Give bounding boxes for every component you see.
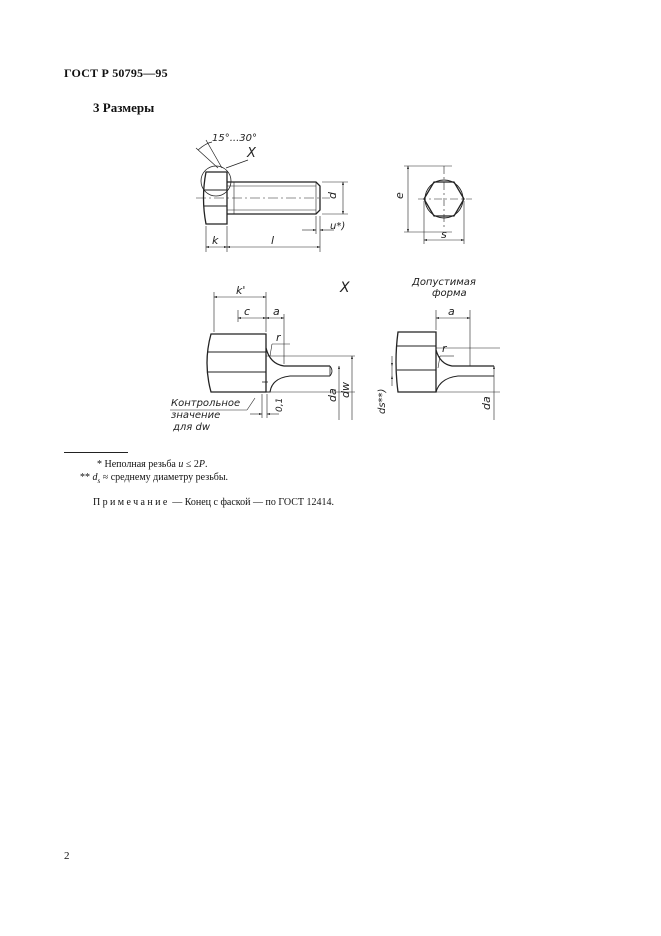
footnote-1-var2: P bbox=[198, 459, 205, 470]
section-title: 3 Размеры bbox=[93, 100, 155, 115]
control-label-line2: значение bbox=[171, 410, 221, 421]
footnote-1-var: u bbox=[178, 459, 184, 470]
dim-a-alt: a bbox=[448, 305, 455, 318]
dim-k-prime: k' bbox=[236, 284, 246, 297]
footnote-2-mark: ** bbox=[80, 472, 90, 483]
control-label-line3: для dw bbox=[173, 422, 211, 433]
footnote-2 bbox=[80, 472, 228, 485]
dim-l: l bbox=[271, 234, 275, 247]
footnote-2-sub: s bbox=[97, 477, 101, 485]
alt-form-line1: Допустимая bbox=[412, 277, 476, 288]
footnote-1-end: . bbox=[204, 459, 208, 470]
dim-tol: 0,1 bbox=[275, 397, 285, 412]
footnote-1-mark: * bbox=[97, 459, 102, 470]
dim-s: s bbox=[441, 228, 447, 241]
dim-r: r bbox=[276, 331, 281, 344]
dim-e: e bbox=[393, 192, 406, 199]
bolt-dimensions-drawing bbox=[0, 0, 661, 440]
dim-a: a bbox=[273, 305, 280, 318]
dim-u: u*) bbox=[330, 221, 346, 232]
note bbox=[93, 497, 334, 508]
dim-da: da bbox=[326, 388, 339, 402]
dim-c: c bbox=[244, 305, 251, 318]
dim-r-alt: r bbox=[442, 342, 447, 355]
footnote-2-var: d bbox=[92, 472, 98, 483]
note-text: — Конец с фаской — по ГОСТ 12414. bbox=[172, 497, 335, 508]
dim-d: d bbox=[326, 192, 339, 199]
hex-head-end-view bbox=[404, 166, 472, 244]
footnote-2-text: ≈ среднему диаметру резьбы. bbox=[102, 472, 229, 483]
detail-marker-top: X bbox=[247, 146, 256, 161]
footnote-rule bbox=[64, 452, 128, 453]
footnote-1-rel: ≤ 2 bbox=[185, 459, 199, 470]
dim-k: k bbox=[212, 234, 219, 247]
page-number: 2 bbox=[64, 850, 70, 862]
dim-da-alt: da bbox=[480, 396, 493, 410]
control-label-line1: Контрольное bbox=[171, 398, 241, 409]
alt-form-line2: форма bbox=[432, 288, 467, 299]
angle-label: 15°...30° bbox=[212, 133, 257, 144]
footnote-1-text: Неполная резьба bbox=[104, 459, 176, 470]
footnote-1 bbox=[97, 459, 207, 470]
note-label: Примечание bbox=[93, 497, 170, 508]
document-code: ГОСТ Р 50795—95 bbox=[64, 66, 168, 80]
dim-ds: ds**) bbox=[377, 388, 388, 414]
detail-marker: X bbox=[340, 280, 350, 296]
dim-dw: dw bbox=[339, 382, 352, 398]
